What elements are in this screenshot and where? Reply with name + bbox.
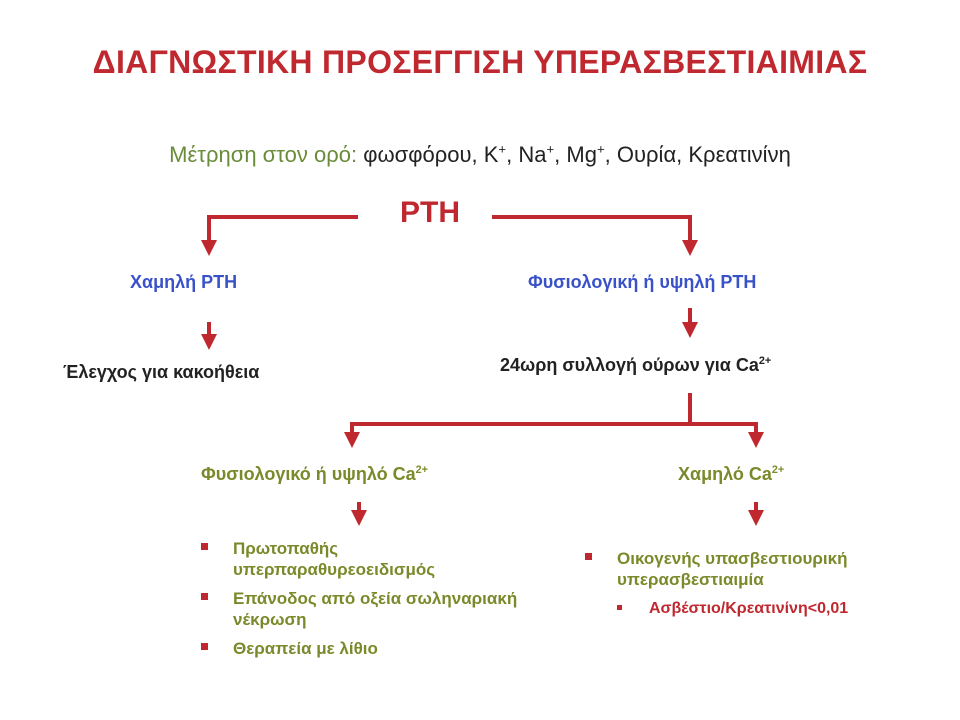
list-item-text: Οικογενής υπασβεστιουρική υπερασβεστιαιμία xyxy=(617,549,848,589)
square-bullet-icon xyxy=(585,553,592,560)
subtitle-rest: , Ουρία, Κρεατινίνη xyxy=(604,142,791,167)
pth-root-node: PTH xyxy=(400,196,460,229)
arrow-urine-to-low-ca xyxy=(690,424,756,440)
subtitle-mg: , Mg xyxy=(554,142,597,167)
list-item xyxy=(201,588,531,630)
list-sub-item-text: Ασβέστιο/Κρεατινίνη<0,01 xyxy=(649,600,849,617)
normal-high-ca-node xyxy=(201,464,428,485)
normal-ca-sup: 2+ xyxy=(415,464,428,476)
low-ca-node xyxy=(678,464,784,485)
subtitle-na: , Na xyxy=(506,142,547,167)
low-ca-label: Χαμηλό Ca xyxy=(678,464,772,484)
urine-collection-node xyxy=(500,355,771,376)
list-item xyxy=(201,538,531,580)
list-item-text: Επάνοδος από οξεία σωληναριακή νέκρωση xyxy=(233,589,518,629)
mg-sup: + xyxy=(596,141,605,157)
list-item xyxy=(201,638,531,659)
list-item xyxy=(585,548,915,590)
list-item-text: Πρωτοπαθής υπερπαραθυρεοειδισμός xyxy=(233,539,436,579)
arrow-pth-to-low xyxy=(209,217,358,248)
urine-sup: 2+ xyxy=(758,355,772,367)
square-bullet-icon xyxy=(201,643,208,650)
list-item-text: Θεραπεία με λίθιο xyxy=(233,639,378,658)
low-ca-causes-list xyxy=(585,548,915,627)
low-pth-node: Χαμηλή PTH xyxy=(130,272,238,292)
normal-high-pth-node: Φυσιολογική ή υψηλή PTH xyxy=(528,272,757,292)
k-sup: + xyxy=(498,141,507,157)
subtitle-prefix: Μέτρηση στον ορό: xyxy=(169,142,358,167)
page-title: ΔΙΑΓΝΩΣΤΙΚΗ ΠΡΟΣΕΓΓΙΣΗ ΥΠΕΡΑΣΒΕΣΤΙΑΙΜΙΑΣ xyxy=(92,44,868,80)
square-bullet-icon xyxy=(201,543,208,550)
urine-label: 24ωρη συλλογή ούρων για Ca xyxy=(500,355,759,375)
square-bullet-icon xyxy=(617,605,622,610)
subtitle xyxy=(0,142,960,168)
square-bullet-icon xyxy=(201,593,208,600)
arrow-urine-to-normal-ca xyxy=(352,424,690,440)
na-sup: + xyxy=(546,141,555,157)
normal-ca-causes-list xyxy=(201,538,531,667)
list-sub-item xyxy=(617,598,915,619)
low-ca-sup: 2+ xyxy=(771,464,785,476)
arrow-pth-to-normal xyxy=(492,217,690,248)
subtitle-items: φωσφόρου, K xyxy=(363,142,499,167)
normal-ca-label: Φυσιολογικό ή υψηλό Ca xyxy=(201,464,416,484)
malignancy-check-node: Έλεγχος για κακοήθεια xyxy=(63,362,260,382)
